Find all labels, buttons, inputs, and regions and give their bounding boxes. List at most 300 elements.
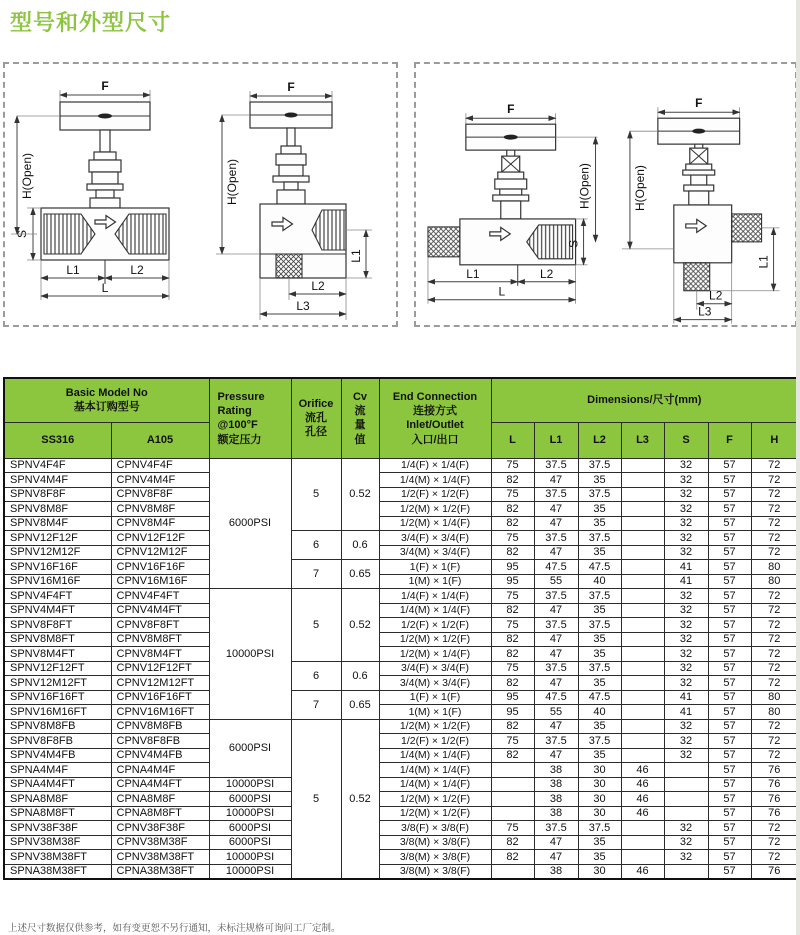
- cell-dim-F: 57: [708, 603, 751, 618]
- cell-dim-H: 72: [751, 516, 798, 531]
- cell-a105: CPNV8F8FB: [111, 734, 209, 749]
- cell-dim-F: 57: [708, 531, 751, 546]
- dim-label-l1: L1: [466, 266, 480, 281]
- cell-dim-H: 72: [751, 835, 798, 850]
- dim-label-s: S: [15, 229, 29, 239]
- table-row: [4, 487, 798, 502]
- cell-a105: CPNA8M8FT: [111, 806, 209, 821]
- cell-dim-H: 72: [751, 748, 798, 763]
- cell-dim-L1: 38: [534, 777, 578, 792]
- cell-dim-L3: [621, 574, 664, 589]
- cell-a105: CPNV16M16FT: [111, 705, 209, 720]
- cell-dim-F: 57: [708, 719, 751, 734]
- cell-connection: 1/4(M) × 1/4(F): [379, 763, 491, 778]
- male-thread-bottom: [276, 254, 302, 278]
- cell-dim-L3: [621, 487, 664, 502]
- cell-dim-S: 32: [664, 545, 708, 560]
- cell-dim-L1: 37.5: [534, 531, 578, 546]
- cell-dim-H: 72: [751, 661, 798, 676]
- cell-orifice: 7: [291, 560, 341, 589]
- cell-dim-F: 57: [708, 647, 751, 662]
- cell-dim-L1: 47.5: [534, 690, 578, 705]
- table-row: [4, 806, 798, 821]
- cell-dim-L2: 35: [578, 835, 621, 850]
- cell-dim-F: 57: [708, 792, 751, 807]
- cell-dim-L: 95: [491, 560, 534, 575]
- cell-dim-L2: 37.5: [578, 734, 621, 749]
- cell-ss316: SPNV8F8FT: [4, 618, 111, 633]
- dim-label-h-open: H(Open): [225, 158, 239, 206]
- cell-dim-L3: [621, 719, 664, 734]
- cell-dim-L: [491, 792, 534, 807]
- cell-dim-L3: [621, 560, 664, 575]
- cell-ss316: SPNV8M8FT: [4, 632, 111, 647]
- header-orifice: Orifice 流孔 孔径: [291, 378, 341, 458]
- cell-connection: 3/4(M) × 3/4(F): [379, 545, 491, 560]
- cell-dim-L1: 37.5: [534, 734, 578, 749]
- dim-label-l3: L3: [697, 304, 711, 319]
- cell-dim-L3: [621, 661, 664, 676]
- cell-dim-L3: [621, 734, 664, 749]
- cell-dim-H: 72: [751, 647, 798, 662]
- male-thread-left: [428, 227, 460, 257]
- cell-pressure: 10000PSI: [209, 589, 291, 720]
- cell-dim-S: 41: [664, 560, 708, 575]
- cell-ss316: SPNA4M4FT: [4, 777, 111, 792]
- cell-dim-F: 57: [708, 676, 751, 691]
- cell-dim-F: 57: [708, 748, 751, 763]
- cell-dim-S: 32: [664, 632, 708, 647]
- cell-dim-L: 75: [491, 487, 534, 502]
- cell-connection: 1/4(F) × 1/4(F): [379, 458, 491, 473]
- cell-dim-L2: 47.5: [578, 560, 621, 575]
- cell-dim-L: 95: [491, 574, 534, 589]
- cell-dim-L1: 47: [534, 603, 578, 618]
- cell-connection: 3/4(F) × 3/4(F): [379, 661, 491, 676]
- cell-dim-L3: 46: [621, 777, 664, 792]
- cell-dim-L1: 47: [534, 545, 578, 560]
- handle-hub: [98, 114, 112, 119]
- cell-ss316: SPNV16F16FT: [4, 690, 111, 705]
- header-dim-l1: L1: [534, 422, 578, 458]
- header-basic-model-en: Basic Model No: [65, 386, 148, 399]
- cell-dim-L3: [621, 835, 664, 850]
- cell-dim-S: 32: [664, 734, 708, 749]
- cell-dim-L1: 47: [534, 647, 578, 662]
- cell-dim-L1: 38: [534, 864, 578, 879]
- cell-dim-L3: [621, 458, 664, 473]
- cell-dim-F: 57: [708, 850, 751, 865]
- cell-cv: 0.6: [341, 661, 379, 690]
- drawing-box-left: [3, 62, 398, 327]
- cell-dim-H: 72: [751, 719, 798, 734]
- cell-dim-L2: 37.5: [578, 487, 621, 502]
- valve-drawing-straight-female: [5, 64, 203, 325]
- cell-dim-F: 57: [708, 458, 751, 473]
- header-basic-model-cn: 基本订购型号: [73, 401, 140, 414]
- table-row: [4, 705, 798, 720]
- cell-dim-S: 32: [664, 618, 708, 633]
- cell-dim-L: 75: [491, 661, 534, 676]
- table-row: [4, 531, 798, 546]
- cell-dim-F: 57: [708, 589, 751, 604]
- cell-ss316: SPNA38M38FT: [4, 864, 111, 879]
- cell-dim-L1: 47: [534, 632, 578, 647]
- cell-cv: 0.52: [341, 719, 379, 879]
- cell-pressure: 6000PSI: [209, 458, 291, 589]
- male-thread-side: [731, 214, 761, 242]
- cell-dim-L: [491, 864, 534, 879]
- cell-dim-L1: 38: [534, 806, 578, 821]
- cell-dim-L: 95: [491, 705, 534, 720]
- cell-dim-L1: 38: [534, 792, 578, 807]
- table-row: [4, 719, 798, 734]
- cell-ss316: SPNV8M4FT: [4, 647, 111, 662]
- cell-dim-L3: [621, 676, 664, 691]
- cell-dim-F: 57: [708, 661, 751, 676]
- cell-dim-L: 82: [491, 835, 534, 850]
- cell-dim-L3: [621, 502, 664, 517]
- dim-label-l2: L2: [708, 288, 722, 303]
- cell-a105: CPNV16F16F: [111, 560, 209, 575]
- cell-dim-L: 82: [491, 473, 534, 488]
- cell-dim-L: [491, 777, 534, 792]
- cell-ss316: SPNV4M4FT: [4, 603, 111, 618]
- cell-dim-H: 80: [751, 560, 798, 575]
- cell-dim-L2: 37.5: [578, 618, 621, 633]
- cell-dim-L3: 46: [621, 806, 664, 821]
- table-row: [4, 618, 798, 633]
- cell-a105: CPNV4F4F: [111, 458, 209, 473]
- cell-dim-F: 57: [708, 864, 751, 879]
- cell-dim-L2: 30: [578, 806, 621, 821]
- cell-dim-F: 57: [708, 502, 751, 517]
- cell-dim-L: 75: [491, 589, 534, 604]
- cell-ss316: SPNV38M38FT: [4, 850, 111, 865]
- table-row: [4, 835, 798, 850]
- cell-ss316: SPNV8M8F: [4, 502, 111, 517]
- cell-dim-L2: 35: [578, 473, 621, 488]
- cell-dim-L2: 40: [578, 574, 621, 589]
- table-row: [4, 632, 798, 647]
- cell-connection: 1/2(M) × 1/2(F): [379, 719, 491, 734]
- cell-a105: CPNV8M4F: [111, 516, 209, 531]
- cell-dim-L1: 37.5: [534, 458, 578, 473]
- cell-dim-H: 72: [751, 632, 798, 647]
- cell-connection: 3/8(M) × 3/8(F): [379, 835, 491, 850]
- cell-dim-L: 82: [491, 748, 534, 763]
- cell-dim-L2: 30: [578, 864, 621, 879]
- cell-dim-S: 32: [664, 502, 708, 517]
- table-row: [4, 748, 798, 763]
- cell-a105: CPNV4M4FT: [111, 603, 209, 618]
- cell-a105: CPNV4M4FB: [111, 748, 209, 763]
- dim-label-f: F: [694, 96, 702, 111]
- cell-dim-L1: 37.5: [534, 487, 578, 502]
- cell-dim-F: 57: [708, 835, 751, 850]
- cell-dim-F: 57: [708, 618, 751, 633]
- cell-dim-S: [664, 777, 708, 792]
- cell-orifice: 6: [291, 661, 341, 690]
- cell-dim-L: 82: [491, 632, 534, 647]
- cell-dim-F: 57: [708, 734, 751, 749]
- cell-dim-H: 72: [751, 502, 798, 517]
- cell-ss316: SPNV8F8F: [4, 487, 111, 502]
- cell-dim-L: 75: [491, 821, 534, 836]
- header-a105: A105: [111, 422, 209, 458]
- cell-dim-L: [491, 763, 534, 778]
- cell-connection: 1/2(M) × 1/2(F): [379, 806, 491, 821]
- cell-connection: 1/2(M) × 1/4(F): [379, 647, 491, 662]
- dim-label-f: F: [101, 79, 109, 93]
- cell-a105: CPNV8F8F: [111, 487, 209, 502]
- table-row: [4, 516, 798, 531]
- cell-ss316: SPNV12F12F: [4, 531, 111, 546]
- cell-dim-H: 76: [751, 806, 798, 821]
- cell-dim-L: 82: [491, 516, 534, 531]
- cell-dim-H: 80: [751, 705, 798, 720]
- cell-dim-L1: 47: [534, 850, 578, 865]
- cell-dim-L2: 35: [578, 647, 621, 662]
- cell-dim-L2: 35: [578, 850, 621, 865]
- cell-cv: 0.65: [341, 690, 379, 719]
- cell-dim-L2: 35: [578, 748, 621, 763]
- cell-dim-L3: [621, 531, 664, 546]
- cell-ss316: SPNV38F38F: [4, 821, 111, 836]
- cell-dim-L1: 47: [534, 748, 578, 763]
- dim-label-h-open: H(Open): [577, 163, 592, 209]
- cell-dim-L2: 37.5: [578, 531, 621, 546]
- header-end-connection: End Connection 连接方式 Inlet/Outlet 入口/出口: [379, 378, 491, 458]
- cell-ss316: SPNV12M12FT: [4, 676, 111, 691]
- cell-dim-L1: 55: [534, 705, 578, 720]
- dim-label-h-open: H(Open): [20, 152, 34, 200]
- cell-connection: 1/4(M) × 1/4(F): [379, 473, 491, 488]
- cell-dim-L1: 37.5: [534, 661, 578, 676]
- cell-dim-S: 32: [664, 458, 708, 473]
- dim-label-l3: L3: [296, 299, 310, 313]
- cell-ss316: SPNV12F12FT: [4, 661, 111, 676]
- cell-dim-F: 57: [708, 516, 751, 531]
- cell-dim-S: [664, 792, 708, 807]
- header-dim-l: L: [491, 422, 534, 458]
- cell-connection: 3/4(F) × 3/4(F): [379, 531, 491, 546]
- cell-dim-S: [664, 806, 708, 821]
- cell-dim-L: 95: [491, 690, 534, 705]
- cell-dim-F: 57: [708, 632, 751, 647]
- cell-a105: CPNA38M38FT: [111, 864, 209, 879]
- cell-dim-S: 32: [664, 473, 708, 488]
- cell-dim-L2: 35: [578, 545, 621, 560]
- cell-dim-L2: 37.5: [578, 821, 621, 836]
- cell-dim-L3: [621, 705, 664, 720]
- footnote: 上述尺寸数据仅供参考，如有变更恕不另行通知，未标注规格可询问工厂定制。: [8, 923, 341, 934]
- cell-pressure: 10000PSI: [209, 850, 291, 865]
- cell-dim-H: 76: [751, 864, 798, 879]
- cell-orifice: 5: [291, 589, 341, 662]
- table-body: [4, 458, 798, 879]
- cell-dim-L: 82: [491, 603, 534, 618]
- cell-dim-L1: 37.5: [534, 618, 578, 633]
- cell-dim-L1: 47: [534, 835, 578, 850]
- cell-dim-L3: 46: [621, 864, 664, 879]
- cell-a105: CPNV4M4F: [111, 473, 209, 488]
- table-row: [4, 850, 798, 865]
- table-row: [4, 560, 798, 575]
- cell-connection: 1/2(M) × 1/2(F): [379, 632, 491, 647]
- cell-dim-L1: 47: [534, 516, 578, 531]
- cell-dim-L3: 46: [621, 792, 664, 807]
- cell-ss316: SPNV38M38F: [4, 835, 111, 850]
- cell-dim-L3: [621, 748, 664, 763]
- cell-dim-L1: 47.5: [534, 560, 578, 575]
- cell-connection: 3/8(M) × 3/8(F): [379, 850, 491, 865]
- table-row: [4, 458, 798, 473]
- cell-a105: CPNV16M16F: [111, 574, 209, 589]
- handle-hub: [692, 129, 705, 134]
- cell-connection: 1/2(M) × 1/2(F): [379, 502, 491, 517]
- cell-dim-L2: 37.5: [578, 661, 621, 676]
- cell-dim-L3: [621, 821, 664, 836]
- cell-connection: 3/8(F) × 3/8(F): [379, 821, 491, 836]
- cell-dim-L2: 35: [578, 516, 621, 531]
- cell-dim-L: 82: [491, 502, 534, 517]
- dim-label-f: F: [287, 80, 295, 94]
- cell-dim-F: 57: [708, 487, 751, 502]
- cell-dim-S: 32: [664, 676, 708, 691]
- cell-a105: CPNV38M38F: [111, 835, 209, 850]
- cell-connection: 1/2(F) × 1/2(F): [379, 618, 491, 633]
- cell-dim-F: 57: [708, 690, 751, 705]
- cell-connection: 1/2(M) × 1/4(F): [379, 516, 491, 531]
- cell-dim-H: 80: [751, 574, 798, 589]
- header-pressure-rating: Pressure Rating @100°F 额定压力: [209, 378, 291, 458]
- cell-dim-F: 57: [708, 777, 751, 792]
- header-dim-h: H: [751, 422, 798, 458]
- cell-dim-H: 76: [751, 763, 798, 778]
- cell-dim-S: 32: [664, 821, 708, 836]
- cell-dim-H: 72: [751, 531, 798, 546]
- cell-dim-F: 57: [708, 574, 751, 589]
- cell-dim-S: [664, 763, 708, 778]
- cell-dim-L: 82: [491, 647, 534, 662]
- cell-dim-L1: 37.5: [534, 589, 578, 604]
- header-basic-model-no: [4, 378, 209, 422]
- cell-dim-L: 75: [491, 458, 534, 473]
- dim-label-h-open: H(Open): [632, 165, 647, 211]
- cell-ss316: SPNA4M4F: [4, 763, 111, 778]
- cell-ss316: SPNV8F8FB: [4, 734, 111, 749]
- dim-label-l2: L2: [311, 279, 325, 293]
- cell-pressure: 6000PSI: [209, 719, 291, 777]
- cell-ss316: SPNA8M8FT: [4, 806, 111, 821]
- cell-dim-L2: 35: [578, 719, 621, 734]
- table-row: [4, 864, 798, 879]
- cell-pressure: 6000PSI: [209, 821, 291, 836]
- cell-a105: CPNV12M12FT: [111, 676, 209, 691]
- cell-ss316: SPNV4M4F: [4, 473, 111, 488]
- table-row: [4, 545, 798, 560]
- cell-dim-S: 41: [664, 705, 708, 720]
- male-thread-bottom: [683, 263, 709, 291]
- cell-dim-L1: 47: [534, 473, 578, 488]
- cell-dim-F: 57: [708, 705, 751, 720]
- cell-pressure: 6000PSI: [209, 792, 291, 807]
- cell-dim-S: 32: [664, 661, 708, 676]
- cell-dim-H: 72: [751, 821, 798, 836]
- cell-dim-H: 72: [751, 734, 798, 749]
- cell-connection: 1/4(F) × 1/4(F): [379, 589, 491, 604]
- cell-dim-L1: 38: [534, 763, 578, 778]
- cell-dim-S: 41: [664, 690, 708, 705]
- cell-dim-F: 57: [708, 545, 751, 560]
- cell-pressure: 10000PSI: [209, 864, 291, 879]
- header-dim-l3: L3: [621, 422, 664, 458]
- cell-connection: 1(M) × 1(F): [379, 574, 491, 589]
- cell-dim-L2: 30: [578, 763, 621, 778]
- cell-dim-L2: 35: [578, 502, 621, 517]
- cell-dim-S: 32: [664, 835, 708, 850]
- cell-connection: 1(F) × 1(F): [379, 560, 491, 575]
- cell-dim-H: 72: [751, 473, 798, 488]
- cell-ss316: SPNV4F4F: [4, 458, 111, 473]
- cell-dim-S: 32: [664, 748, 708, 763]
- cell-orifice: 5: [291, 719, 341, 879]
- cell-dim-F: 57: [708, 473, 751, 488]
- cell-a105: CPNV8M8F: [111, 502, 209, 517]
- cell-dim-S: 32: [664, 487, 708, 502]
- dim-label-l1: L1: [66, 263, 80, 277]
- cell-connection: 1(F) × 1(F): [379, 690, 491, 705]
- cell-dim-H: 72: [751, 618, 798, 633]
- cell-dim-L: [491, 806, 534, 821]
- table-row: [4, 676, 798, 691]
- cell-dim-L2: 35: [578, 676, 621, 691]
- cell-dim-L1: 47: [534, 719, 578, 734]
- cell-dim-H: 76: [751, 777, 798, 792]
- header-cv: Cv 流 量 值: [341, 378, 379, 458]
- cell-dim-L1: 47: [534, 676, 578, 691]
- valve-drawing-angle-male: [606, 64, 796, 325]
- header-dimensions: Dimensions/尺寸(mm): [491, 378, 798, 422]
- cell-dim-L3: [621, 690, 664, 705]
- cell-dim-L: 82: [491, 676, 534, 691]
- table-row: [4, 821, 798, 836]
- cell-dim-L3: [621, 632, 664, 647]
- cell-dim-L3: [621, 618, 664, 633]
- cell-connection: 1(M) × 1(F): [379, 705, 491, 720]
- valve-drawing-straight-male: [416, 64, 606, 325]
- cell-dim-H: 76: [751, 792, 798, 807]
- cell-dim-L2: 30: [578, 792, 621, 807]
- dim-label-f: F: [507, 102, 515, 117]
- table-row: [4, 661, 798, 676]
- header-dim-s: S: [664, 422, 708, 458]
- cell-pressure: 6000PSI: [209, 835, 291, 850]
- cell-a105: CPNA8M8F: [111, 792, 209, 807]
- cell-a105: CPNV8M8FT: [111, 632, 209, 647]
- cell-connection: 1/2(F) × 1/2(F): [379, 487, 491, 502]
- page-title: 型号和外型尺寸: [10, 10, 172, 35]
- cell-dim-L3: [621, 603, 664, 618]
- cell-dim-S: 32: [664, 589, 708, 604]
- cell-dim-L2: 47.5: [578, 690, 621, 705]
- cell-dim-F: 57: [708, 821, 751, 836]
- cell-dim-S: 32: [664, 647, 708, 662]
- cell-dim-H: 72: [751, 487, 798, 502]
- cell-dim-S: [664, 864, 708, 879]
- cell-dim-S: 32: [664, 516, 708, 531]
